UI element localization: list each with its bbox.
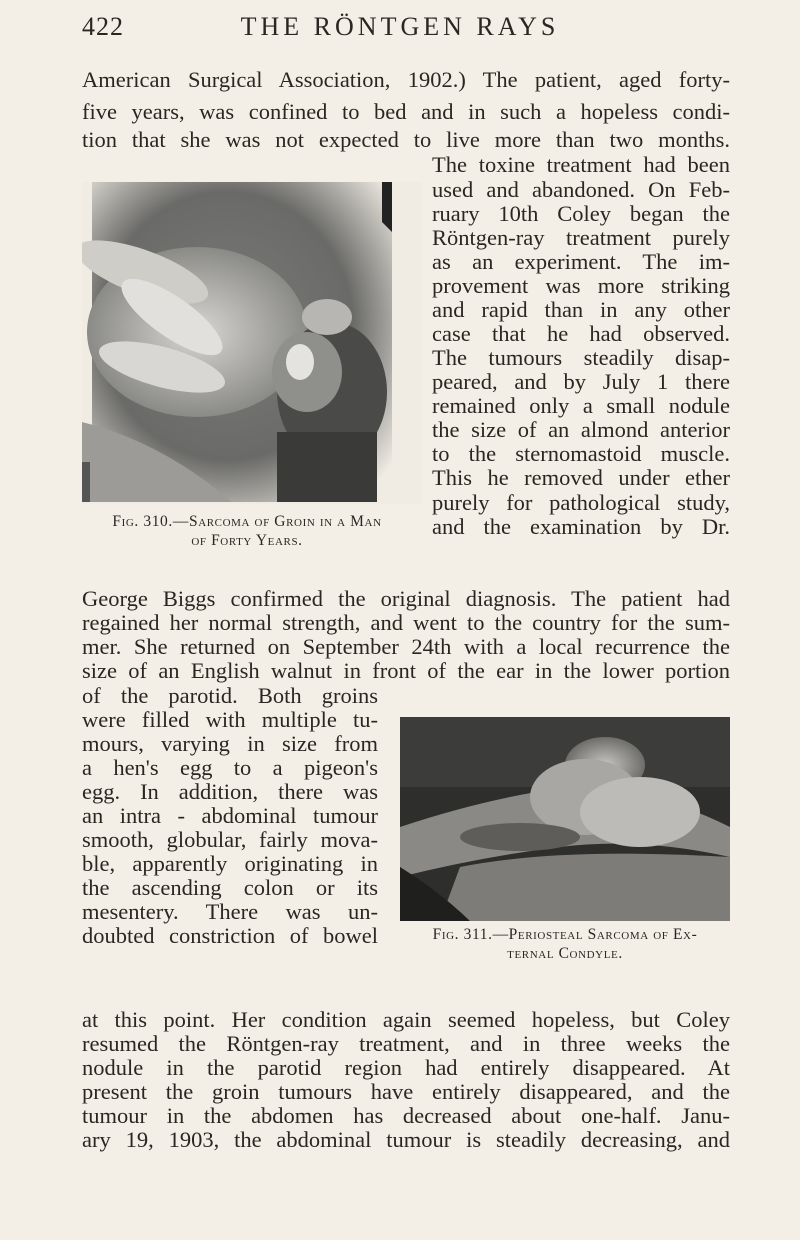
caption-line: of Forty Years. [191,532,303,549]
page-header [0,6,800,46]
text-line: egg. In addition, there was [82,779,378,804]
text-line: of the parotid. Both groins [82,683,378,708]
text-line: mours, varying in size from [82,731,378,756]
figure-311-photo [400,717,730,921]
text-line: smooth, globular, fairly mova- [82,827,378,852]
text-line: and rapid than in any other [432,297,730,322]
text-line: This he removed under ether [432,465,730,490]
text-line: The toxine treatment had been [432,152,730,177]
text-line: provement was more striking [432,273,730,298]
text-line: ary 19, 1903, the abdominal tumour is steadily decreasing, and [82,1127,730,1152]
text-line: present the groin tumours have entirely disappeared, and the [82,1079,730,1104]
text-line: ruary 10th Coley began the [432,201,730,226]
text-line: the size of an almond anterior [432,417,730,442]
text-line: were filled with multiple tu- [82,707,378,732]
text-line: mer. She returned on September 24th with a local recurrence the [82,634,730,659]
text-line: remained only a small nodule [432,393,730,418]
text-line: as an experiment. The im- [432,249,730,274]
text-line: Röntgen-ray treatment purely [432,225,730,250]
caption-line: ternal Condyle. [507,945,623,962]
text-line: American Surgical Association, 1902.) The patient, aged forty- [82,67,730,92]
caption-line: Fig. 310.—Sarcoma of Groin in a Man [112,513,382,530]
text-line: five years, was confined to bed and in such a hopeless condi- [82,99,730,124]
text-line: resumed the Röntgen-ray treatment, and in three weeks the [82,1031,730,1056]
text-line: the ascending colon or its [82,875,378,900]
text-line: tumour in the abdomen has decreased about one-half. Janu- [82,1103,730,1128]
figure-310-photo [82,182,422,504]
text-line: George Biggs confirmed the original diagnosis. The patient had [82,586,730,611]
figure-311-caption [400,925,730,963]
text-line: a hen's egg to a pigeon's [82,755,378,780]
running-title: THE RÖNTGEN RAYS [240,12,560,41]
text-line: purely for pathological study, [432,490,730,515]
text-line: case that he had observed. [432,321,730,346]
text-line: to the sternomastoid muscle. [432,441,730,466]
text-line: size of an English walnut in front of the ear in the lower portion [82,658,730,683]
text-line: at this point. Her condition again seemed hopeless, but Coley [82,1007,730,1032]
text-line: tion that she was not expected to live more than two months. [82,127,730,152]
text-line: The tumours steadily disap- [432,345,730,370]
text-line: doubted constriction of bowel [82,923,378,948]
text-line: used and abandoned. On Feb- [432,177,730,202]
text-line: ble, apparently originating in [82,851,378,876]
caption-line: Fig. 311.—Periosteal Sarcoma of Ex- [432,926,698,943]
text-line: peared, and by July 1 there [432,369,730,394]
page-number: 422 [82,12,124,41]
text-line: an intra - abdominal tumour [82,803,378,828]
figure-310-caption [82,512,412,550]
text-line: regained her normal strength, and went to the country for the sum- [82,610,730,635]
text-line: mesentery. There was un- [82,899,378,924]
text-line: and the examination by Dr. [432,514,730,539]
text-line: nodule in the parotid region had entirely disappeared. At [82,1055,730,1080]
